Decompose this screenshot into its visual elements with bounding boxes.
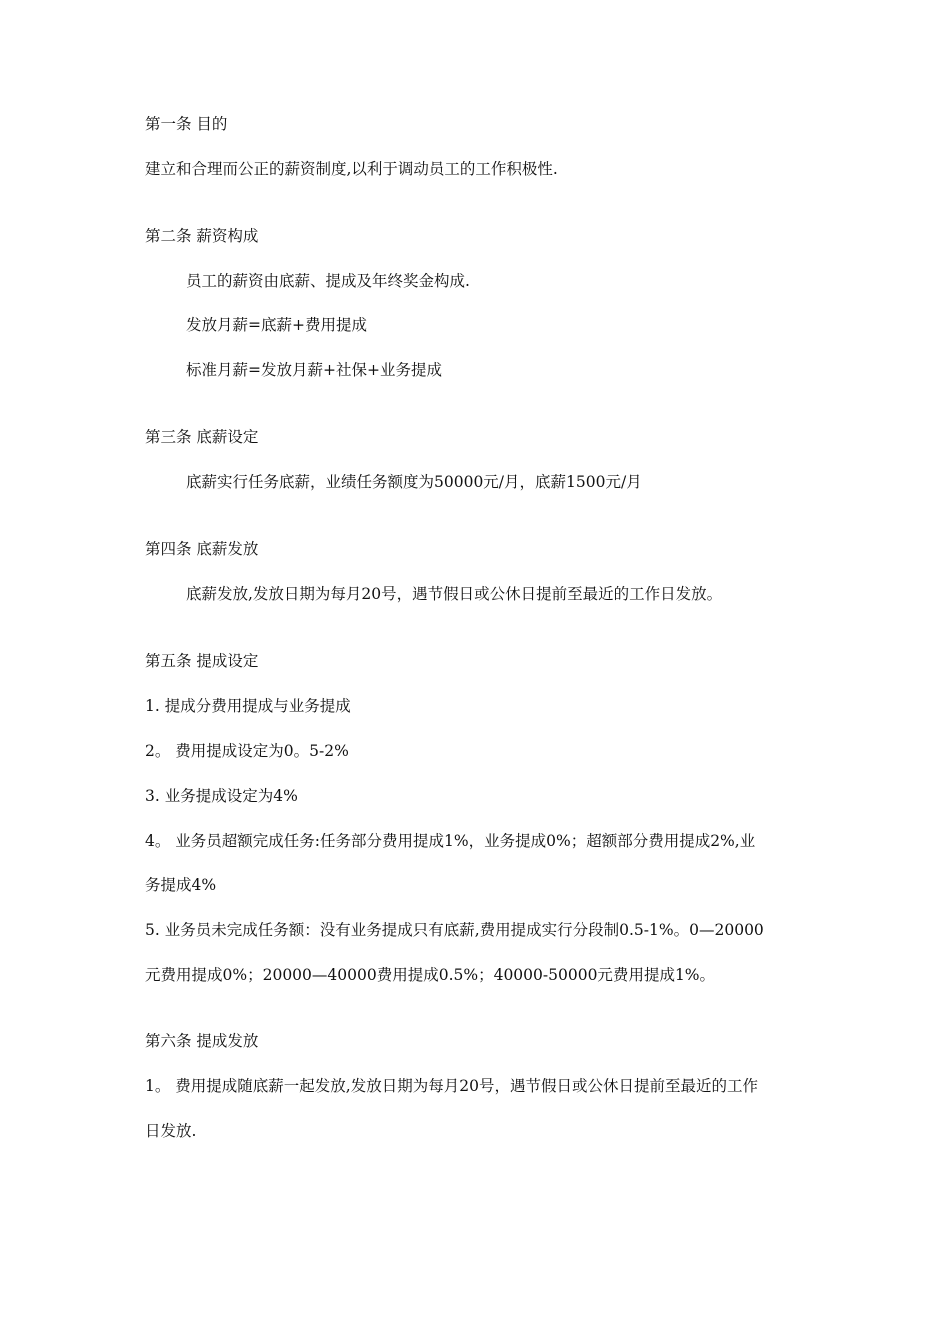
article-2-heading: 第二条 薪资构成 bbox=[145, 227, 259, 245]
article-2-line-3: 标准月薪=发放月薪+社保+业务提成 bbox=[186, 361, 442, 379]
article-6-item-1-line-1: 1。 费用提成随底薪一起发放,发放日期为每月20号，遇节假日或公休日提前至最近的工作 bbox=[145, 1077, 758, 1095]
article-5-item-4-line-2: 务提成4% bbox=[145, 876, 217, 894]
article-2-line-2: 发放月薪=底薪+费用提成 bbox=[186, 316, 367, 334]
article-6-item-1-line-2: 日发放. bbox=[145, 1122, 197, 1140]
article-4-body: 底薪发放,发放日期为每月20号，遇节假日或公休日提前至最近的工作日发放。 bbox=[186, 585, 723, 603]
article-5-item-2: 2。 费用提成设定为0。5-2% bbox=[145, 742, 349, 760]
article-1-body: 建立和合理而公正的薪资制度,以利于调动员工的工作积极性. bbox=[145, 160, 558, 178]
article-5-item-3: 3. 业务提成设定为4% bbox=[145, 787, 298, 805]
article-4-heading: 第四条 底薪发放 bbox=[145, 540, 259, 558]
article-3-body: 底薪实行任务底薪，业绩任务额度为50000元/月，底薪1500元/月 bbox=[186, 473, 642, 491]
article-5-item-4-line-1: 4。 业务员超额完成任务:任务部分费用提成1%，业务提成0%；超额部分费用提成2%,业 bbox=[145, 832, 756, 850]
article-5-item-1: 1. 提成分费用提成与业务提成 bbox=[145, 697, 351, 715]
article-1-heading: 第一条 目的 bbox=[145, 115, 228, 133]
article-5-item-5-line-1: 5. 业务员未完成任务额：没有业务提成只有底薪,费用提成实行分段制0.5-1%。0—20000 bbox=[145, 921, 764, 939]
article-5-item-5-line-2: 元费用提成0%；20000—40000费用提成0.5%；40000-50000元费用提成1%。 bbox=[145, 966, 716, 984]
article-6-heading: 第六条 提成发放 bbox=[145, 1032, 259, 1050]
article-5-heading: 第五条 提成设定 bbox=[145, 652, 259, 670]
article-2-line-1: 员工的薪资由底薪、提成及年终奖金构成. bbox=[186, 272, 470, 290]
article-3-heading: 第三条 底薪设定 bbox=[145, 428, 259, 446]
